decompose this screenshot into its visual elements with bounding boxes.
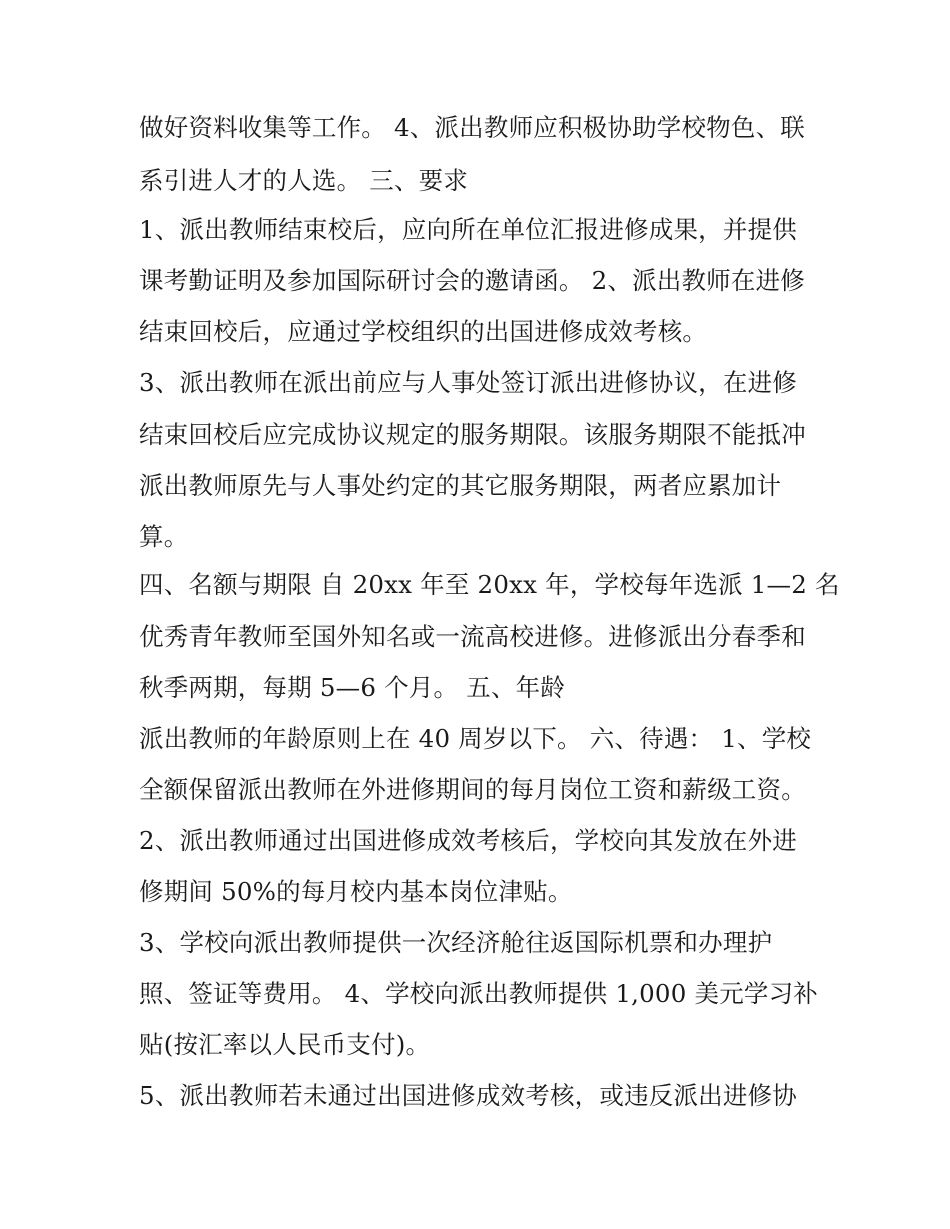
text-line: 修期间 50%的每月校内基本岗位津贴。 [139,877,573,906]
text-line: 结束回校后，应通过学校组织的出国进修成效考核。 [139,317,708,346]
text-line: 2、派出教师通过出国进修成效考核后，学校向其发放在外进 [139,826,797,855]
text-line: 全额保留派出教师在外进修期间的每月岗位工资和薪级工资。 [139,775,806,804]
text-line: 照、签证等费用。 4、学校向派出教师提供 1,000 美元学习补 [139,979,818,1008]
text-line: 派出教师的年龄原则上在 40 周岁以下。 六、待遇： 1、学校 [139,724,812,753]
text-line: 系引进人才的人选。 三、要求 [139,166,469,195]
text-line: 优秀青年教师至国外知名或一流高校进修。进修派出分春季和 [139,622,806,651]
text-line: 派出教师原先与人事处约定的其它服务期限，两者应累加计 [139,471,782,500]
text-line: 做好资料收集等工作。 4、派出教师应积极协助学校物色、联 [139,113,805,142]
text-line: 课考勤证明及参加国际研讨会的邀请函。 2、派出教师在进修 [139,266,805,295]
text-line: 算。 [139,522,189,551]
text-line: 5、派出教师若未通过出国进修成效考核，或违反派出进修协 [139,1081,797,1110]
text-line: 结束回校后应完成协议规定的服务期限。该服务期限不能抵冲 [139,420,806,449]
text-line: 贴(按汇率以人民币支付)。 [139,1030,431,1059]
text-line: 1、派出教师结束校后，应向所在单位汇报进修成果，并提供 [139,215,797,244]
text-line: 3、派出教师在派出前应与人事处签订派出进修协议，在进修 [139,368,797,397]
text-line: 秋季两期，每期 5—6 个月。 五、年龄 [139,673,566,702]
text-line: 3、学校向派出教师提供一次经济舱往返国际机票和办理护 [139,928,773,957]
text-line: 四、名额与期限 自 20xx 年至 20xx 年，学校每年选派 1—2 名 [139,570,840,599]
